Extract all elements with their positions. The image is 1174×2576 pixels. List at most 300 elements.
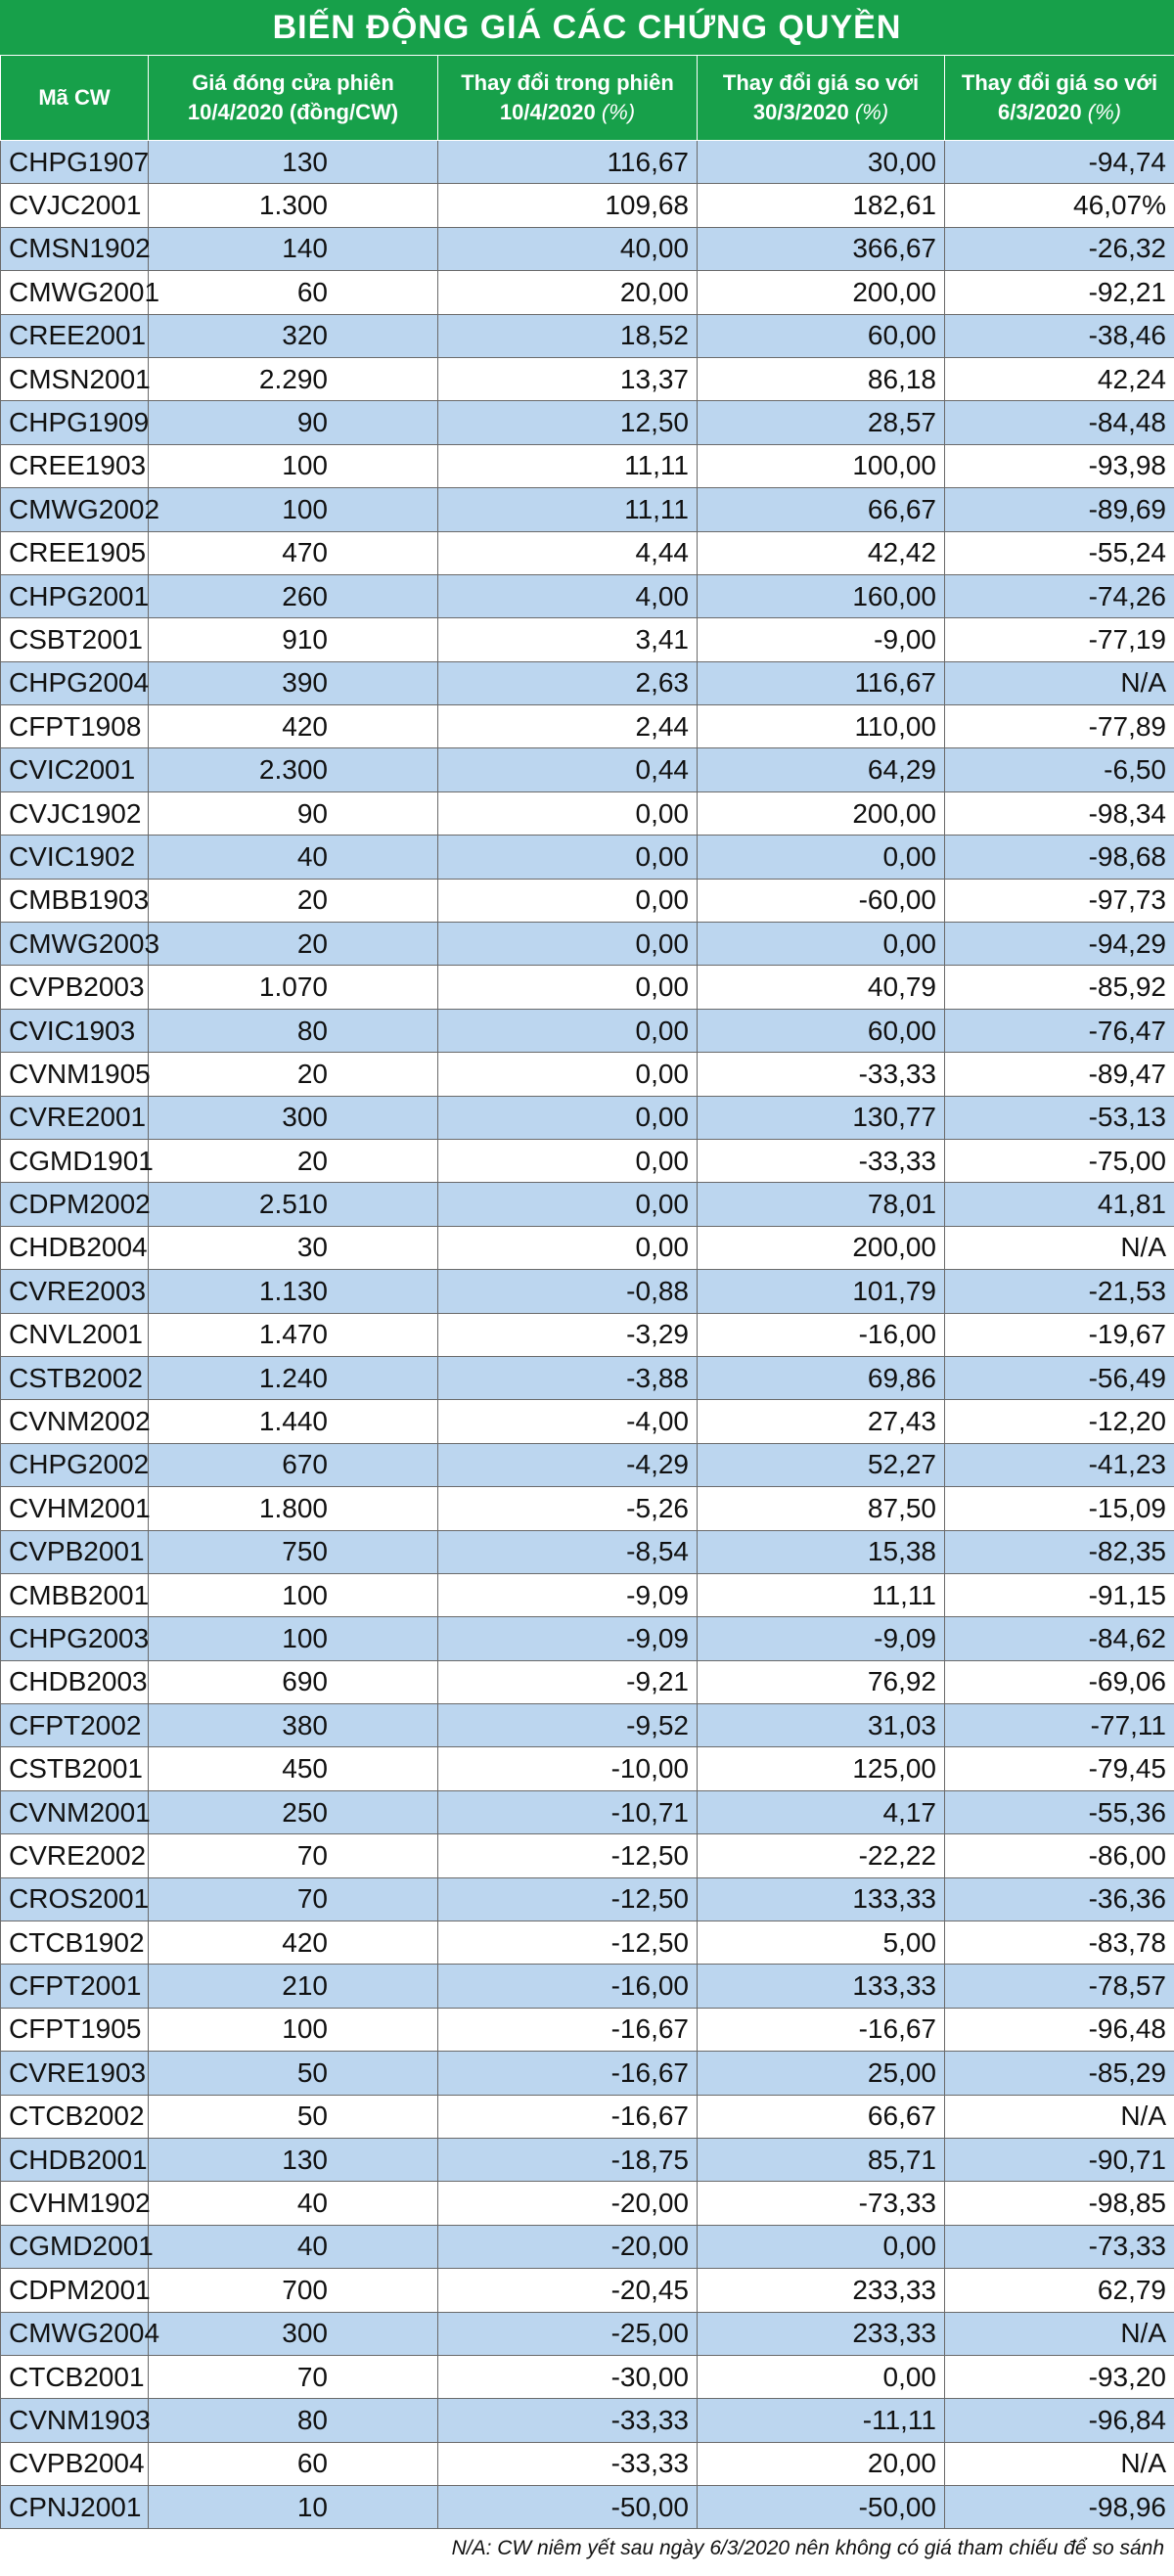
cell-code: CVHM1902 bbox=[1, 2182, 149, 2225]
cell-change-30-3: 20,00 bbox=[698, 2442, 945, 2485]
cell-close-price: 70 bbox=[149, 1877, 438, 1921]
cell-session-change: -0,88 bbox=[438, 1270, 698, 1313]
table-row bbox=[1, 1139, 1174, 1182]
cell-code: CPNJ2001 bbox=[1, 2486, 149, 2529]
cell-code: CMBB2001 bbox=[1, 1573, 149, 1616]
header-session-line2: 10/4/2020 bbox=[499, 100, 596, 124]
table-row bbox=[1, 1573, 1174, 1616]
cell-change-30-3: 76,92 bbox=[698, 1660, 945, 1703]
cell-change-6-3: 62,79 bbox=[945, 2269, 1174, 2312]
cell-close-price: 1.240 bbox=[149, 1356, 438, 1399]
cell-change-6-3: -86,00 bbox=[945, 1834, 1174, 1877]
cell-session-change: 11,11 bbox=[438, 444, 698, 487]
cell-code: CHDB2004 bbox=[1, 1226, 149, 1269]
cell-close-price: 70 bbox=[149, 2355, 438, 2398]
cell-change-30-3: 182,61 bbox=[698, 184, 945, 227]
table-row bbox=[1, 2182, 1174, 2225]
cell-code: CVPB2001 bbox=[1, 1530, 149, 1573]
cell-close-price: 450 bbox=[149, 1747, 438, 1790]
cell-code: CFPT2001 bbox=[1, 1965, 149, 2008]
cell-close-price: 1.300 bbox=[149, 184, 438, 227]
table-row bbox=[1, 1313, 1174, 1356]
table-row bbox=[1, 2486, 1174, 2529]
header-close-price bbox=[149, 56, 438, 141]
cell-session-change: 18,52 bbox=[438, 314, 698, 357]
cell-change-30-3: 28,57 bbox=[698, 401, 945, 444]
table-row bbox=[1, 2052, 1174, 2095]
cell-change-6-3: -97,73 bbox=[945, 879, 1174, 922]
cell-close-price: 20 bbox=[149, 1139, 438, 1182]
cell-change-30-3: 116,67 bbox=[698, 661, 945, 704]
table-row bbox=[1, 1660, 1174, 1703]
cell-change-30-3: 233,33 bbox=[698, 2269, 945, 2312]
cell-change-6-3: -12,20 bbox=[945, 1400, 1174, 1443]
cell-change-6-3: -84,48 bbox=[945, 401, 1174, 444]
cell-code: CMSN1902 bbox=[1, 227, 149, 270]
cell-change-30-3: 133,33 bbox=[698, 1965, 945, 2008]
cell-change-6-3: -94,74 bbox=[945, 141, 1174, 184]
cell-session-change: -9,21 bbox=[438, 1660, 698, 1703]
cell-change-6-3: -77,11 bbox=[945, 1704, 1174, 1747]
table-row bbox=[1, 314, 1174, 357]
cell-close-price: 100 bbox=[149, 2008, 438, 2051]
cell-session-change: 4,00 bbox=[438, 574, 698, 617]
cell-code: CVRE2003 bbox=[1, 1270, 149, 1313]
cell-code: CHPG2003 bbox=[1, 1617, 149, 1660]
table-row bbox=[1, 2442, 1174, 2485]
table-row bbox=[1, 1704, 1174, 1747]
cell-change-30-3: -60,00 bbox=[698, 879, 945, 922]
cell-close-price: 690 bbox=[149, 1660, 438, 1703]
cell-code: CVIC1902 bbox=[1, 836, 149, 879]
cell-change-6-3: -83,78 bbox=[945, 1921, 1174, 1965]
cell-session-change: -9,09 bbox=[438, 1573, 698, 1616]
header-change-30-3 bbox=[698, 56, 945, 141]
cell-close-price: 1.800 bbox=[149, 1487, 438, 1530]
cell-change-30-3: 0,00 bbox=[698, 2355, 945, 2398]
cell-session-change: -4,29 bbox=[438, 1443, 698, 1486]
cell-change-6-3: -94,29 bbox=[945, 923, 1174, 966]
cell-change-30-3: 5,00 bbox=[698, 1921, 945, 1965]
cell-session-change: -20,45 bbox=[438, 2269, 698, 2312]
table-row bbox=[1, 1009, 1174, 1052]
cell-change-30-3: -16,00 bbox=[698, 1313, 945, 1356]
cell-close-price: 250 bbox=[149, 1790, 438, 1833]
table-row bbox=[1, 1487, 1174, 1530]
cell-change-30-3: 130,77 bbox=[698, 1096, 945, 1139]
cell-close-price: 20 bbox=[149, 1053, 438, 1096]
cell-change-6-3: -74,26 bbox=[945, 574, 1174, 617]
cell-session-change: 2,44 bbox=[438, 705, 698, 748]
cell-code: CSTB2002 bbox=[1, 1356, 149, 1399]
cell-session-change: -25,00 bbox=[438, 2312, 698, 2355]
cell-close-price: 470 bbox=[149, 531, 438, 574]
table-row bbox=[1, 836, 1174, 879]
header-session-unit: (%) bbox=[601, 100, 636, 124]
table-row bbox=[1, 1400, 1174, 1443]
cell-close-price: 100 bbox=[149, 488, 438, 531]
cell-session-change: 20,00 bbox=[438, 271, 698, 314]
table-row bbox=[1, 1834, 1174, 1877]
cell-change-30-3: -11,11 bbox=[698, 2399, 945, 2442]
cell-close-price: 1.130 bbox=[149, 1270, 438, 1313]
cell-code: CVNM1903 bbox=[1, 2399, 149, 2442]
table-header bbox=[1, 56, 1174, 141]
cell-close-price: 90 bbox=[149, 401, 438, 444]
table-row bbox=[1, 1443, 1174, 1486]
header-since6-line1: Thay đổi giá so với bbox=[961, 70, 1158, 95]
table-row bbox=[1, 227, 1174, 270]
cell-close-price: 60 bbox=[149, 2442, 438, 2485]
header-session-change bbox=[438, 56, 698, 141]
cell-close-price: 1.070 bbox=[149, 966, 438, 1009]
cell-change-30-3: -73,33 bbox=[698, 2182, 945, 2225]
cell-session-change: -12,50 bbox=[438, 1921, 698, 1965]
cell-change-30-3: -22,22 bbox=[698, 1834, 945, 1877]
cell-change-30-3: 15,38 bbox=[698, 1530, 945, 1573]
cell-code: CTCB2002 bbox=[1, 2095, 149, 2138]
cell-change-6-3: -15,09 bbox=[945, 1487, 1174, 1530]
table-row bbox=[1, 1183, 1174, 1226]
cell-change-6-3: N/A bbox=[945, 1226, 1174, 1269]
cell-change-6-3: -98,68 bbox=[945, 836, 1174, 879]
cell-code: CVNM2002 bbox=[1, 1400, 149, 1443]
cell-change-30-3: 25,00 bbox=[698, 2052, 945, 2095]
cell-change-6-3: -98,85 bbox=[945, 2182, 1174, 2225]
cell-code: CVRE2002 bbox=[1, 1834, 149, 1877]
table-row bbox=[1, 271, 1174, 314]
cell-close-price: 2.290 bbox=[149, 357, 438, 400]
cell-session-change: -12,50 bbox=[438, 1877, 698, 1921]
cell-code: CSBT2001 bbox=[1, 618, 149, 661]
cell-change-6-3: -79,45 bbox=[945, 1747, 1174, 1790]
table-row bbox=[1, 1096, 1174, 1139]
cell-session-change: 0,00 bbox=[438, 1139, 698, 1182]
table-row bbox=[1, 2312, 1174, 2355]
cell-change-6-3: -90,71 bbox=[945, 2138, 1174, 2181]
table-row bbox=[1, 2138, 1174, 2181]
warrant-table bbox=[0, 55, 1174, 2529]
cell-session-change: 0,00 bbox=[438, 1183, 698, 1226]
cell-code: CVRE1903 bbox=[1, 2052, 149, 2095]
table-row bbox=[1, 488, 1174, 531]
cell-session-change: 2,63 bbox=[438, 661, 698, 704]
table-row bbox=[1, 357, 1174, 400]
cell-change-6-3: -19,67 bbox=[945, 1313, 1174, 1356]
cell-session-change: -3,88 bbox=[438, 1356, 698, 1399]
cell-change-30-3: 42,42 bbox=[698, 531, 945, 574]
cell-session-change: 0,00 bbox=[438, 879, 698, 922]
cell-close-price: 70 bbox=[149, 1834, 438, 1877]
cell-session-change: 40,00 bbox=[438, 227, 698, 270]
cell-close-price: 210 bbox=[149, 1965, 438, 2008]
table-row bbox=[1, 1226, 1174, 1269]
cell-change-6-3: -21,53 bbox=[945, 1270, 1174, 1313]
table-row bbox=[1, 531, 1174, 574]
cell-close-price: 60 bbox=[149, 271, 438, 314]
cell-code: CDPM2001 bbox=[1, 2269, 149, 2312]
cell-close-price: 700 bbox=[149, 2269, 438, 2312]
table-row bbox=[1, 2269, 1174, 2312]
cell-code: CTCB1902 bbox=[1, 1921, 149, 1965]
header-session-line1: Thay đổi trong phiên bbox=[461, 70, 674, 95]
cell-change-30-3: 87,50 bbox=[698, 1487, 945, 1530]
table-row bbox=[1, 1053, 1174, 1096]
cell-change-30-3: 64,29 bbox=[698, 748, 945, 791]
cell-change-30-3: 11,11 bbox=[698, 1573, 945, 1616]
cell-code: CVJC2001 bbox=[1, 184, 149, 227]
cell-change-6-3: -85,29 bbox=[945, 2052, 1174, 2095]
cell-code: CVNM2001 bbox=[1, 1790, 149, 1833]
cell-session-change: 0,00 bbox=[438, 1096, 698, 1139]
cell-close-price: 20 bbox=[149, 923, 438, 966]
cell-close-price: 50 bbox=[149, 2052, 438, 2095]
cell-session-change: 11,11 bbox=[438, 488, 698, 531]
cell-code: CHPG2001 bbox=[1, 574, 149, 617]
cell-change-6-3: -75,00 bbox=[945, 1139, 1174, 1182]
cell-close-price: 670 bbox=[149, 1443, 438, 1486]
table-row bbox=[1, 2225, 1174, 2268]
cell-close-price: 90 bbox=[149, 791, 438, 835]
cell-change-30-3: 30,00 bbox=[698, 141, 945, 184]
cell-code: CHPG1909 bbox=[1, 401, 149, 444]
cell-code: CNVL2001 bbox=[1, 1313, 149, 1356]
table-row bbox=[1, 1790, 1174, 1833]
cell-session-change: -33,33 bbox=[438, 2399, 698, 2442]
cell-code: CGMD2001 bbox=[1, 2225, 149, 2268]
cell-session-change: 12,50 bbox=[438, 401, 698, 444]
cell-session-change: -16,67 bbox=[438, 2095, 698, 2138]
cell-change-30-3: 66,67 bbox=[698, 488, 945, 531]
cell-code: CMWG2003 bbox=[1, 923, 149, 966]
cell-change-30-3: 60,00 bbox=[698, 314, 945, 357]
cell-session-change: -16,67 bbox=[438, 2052, 698, 2095]
cell-code: CROS2001 bbox=[1, 1877, 149, 1921]
cell-code: CSTB2001 bbox=[1, 1747, 149, 1790]
cell-session-change: -20,00 bbox=[438, 2182, 698, 2225]
cell-close-price: 30 bbox=[149, 1226, 438, 1269]
table-row bbox=[1, 1747, 1174, 1790]
table-row bbox=[1, 1356, 1174, 1399]
cell-change-6-3: -26,32 bbox=[945, 227, 1174, 270]
table-row bbox=[1, 879, 1174, 922]
cell-session-change: 0,00 bbox=[438, 791, 698, 835]
cell-close-price: 300 bbox=[149, 1096, 438, 1139]
cell-change-6-3: -96,84 bbox=[945, 2399, 1174, 2442]
cell-session-change: -16,00 bbox=[438, 1965, 698, 2008]
cell-change-6-3: -78,57 bbox=[945, 1965, 1174, 2008]
cell-code: CMWG2002 bbox=[1, 488, 149, 531]
cell-change-6-3: -53,13 bbox=[945, 1096, 1174, 1139]
header-row bbox=[1, 56, 1174, 141]
cell-change-6-3: -6,50 bbox=[945, 748, 1174, 791]
table-row bbox=[1, 661, 1174, 704]
cell-change-6-3: -92,21 bbox=[945, 271, 1174, 314]
table-row bbox=[1, 748, 1174, 791]
cell-code: CGMD1901 bbox=[1, 1139, 149, 1182]
cell-session-change: 0,00 bbox=[438, 1226, 698, 1269]
cell-session-change: 0,00 bbox=[438, 1009, 698, 1052]
table-title: BIẾN ĐỘNG GIÁ CÁC CHỨNG QUYỀN bbox=[0, 0, 1174, 55]
cell-close-price: 1.440 bbox=[149, 1400, 438, 1443]
cell-session-change: -12,50 bbox=[438, 1834, 698, 1877]
cell-change-6-3: N/A bbox=[945, 2095, 1174, 2138]
table-row bbox=[1, 444, 1174, 487]
cell-code: CHPG1907 bbox=[1, 141, 149, 184]
cell-change-6-3: -98,34 bbox=[945, 791, 1174, 835]
cell-session-change: -3,29 bbox=[438, 1313, 698, 1356]
cell-change-30-3: 101,79 bbox=[698, 1270, 945, 1313]
cell-session-change: -16,67 bbox=[438, 2008, 698, 2051]
cell-session-change: -18,75 bbox=[438, 2138, 698, 2181]
cell-code: CFPT1908 bbox=[1, 705, 149, 748]
table-row bbox=[1, 2399, 1174, 2442]
cell-session-change: 3,41 bbox=[438, 618, 698, 661]
cell-close-price: 80 bbox=[149, 2399, 438, 2442]
cell-session-change: -5,26 bbox=[438, 1487, 698, 1530]
cell-change-6-3: N/A bbox=[945, 661, 1174, 704]
cell-code: CVNM1905 bbox=[1, 1053, 149, 1096]
cell-close-price: 390 bbox=[149, 661, 438, 704]
cell-code: CVPB2003 bbox=[1, 966, 149, 1009]
cell-session-change: 0,00 bbox=[438, 923, 698, 966]
header-code-label: Mã CW bbox=[38, 85, 111, 110]
cell-change-30-3: 366,67 bbox=[698, 227, 945, 270]
table-row bbox=[1, 2095, 1174, 2138]
cell-session-change: 13,37 bbox=[438, 357, 698, 400]
cell-change-6-3: 42,24 bbox=[945, 357, 1174, 400]
cell-session-change: -4,00 bbox=[438, 1400, 698, 1443]
cell-close-price: 40 bbox=[149, 2225, 438, 2268]
cell-code: CREE1903 bbox=[1, 444, 149, 487]
cell-code: CVPB2004 bbox=[1, 2442, 149, 2485]
cell-close-price: 420 bbox=[149, 705, 438, 748]
cell-close-price: 40 bbox=[149, 2182, 438, 2225]
cell-code: CHPG2004 bbox=[1, 661, 149, 704]
cell-code: CVJC1902 bbox=[1, 791, 149, 835]
cell-change-6-3: -76,47 bbox=[945, 1009, 1174, 1052]
cell-session-change: -9,52 bbox=[438, 1704, 698, 1747]
cell-change-30-3: 0,00 bbox=[698, 2225, 945, 2268]
table-row bbox=[1, 1877, 1174, 1921]
cell-change-6-3: -77,89 bbox=[945, 705, 1174, 748]
cell-change-30-3: 110,00 bbox=[698, 705, 945, 748]
cell-change-30-3: -33,33 bbox=[698, 1053, 945, 1096]
cell-change-30-3: 66,67 bbox=[698, 2095, 945, 2138]
cell-code: CDPM2002 bbox=[1, 1183, 149, 1226]
cell-close-price: 130 bbox=[149, 2138, 438, 2181]
header-since30-line1: Thay đổi giá so với bbox=[722, 70, 920, 95]
cell-session-change: 0,00 bbox=[438, 1053, 698, 1096]
cell-code: CHDB2001 bbox=[1, 2138, 149, 2181]
cell-change-6-3: -38,46 bbox=[945, 314, 1174, 357]
table-row bbox=[1, 184, 1174, 227]
cell-close-price: 320 bbox=[149, 314, 438, 357]
cell-close-price: 40 bbox=[149, 836, 438, 879]
cell-change-30-3: 233,33 bbox=[698, 2312, 945, 2355]
cell-code: CREE1905 bbox=[1, 531, 149, 574]
cell-change-30-3: 69,86 bbox=[698, 1356, 945, 1399]
table-row bbox=[1, 791, 1174, 835]
cell-change-6-3: -82,35 bbox=[945, 1530, 1174, 1573]
cell-change-6-3: -96,48 bbox=[945, 2008, 1174, 2051]
header-close-line1: Giá đóng cửa phiên bbox=[192, 70, 394, 95]
cell-change-6-3: -93,98 bbox=[945, 444, 1174, 487]
cell-session-change: -30,00 bbox=[438, 2355, 698, 2398]
table-row bbox=[1, 401, 1174, 444]
cell-change-30-3: 86,18 bbox=[698, 357, 945, 400]
cell-code: CFPT1905 bbox=[1, 2008, 149, 2051]
header-since30-unit: (%) bbox=[854, 100, 889, 124]
cell-change-30-3: 40,79 bbox=[698, 966, 945, 1009]
table-row bbox=[1, 1921, 1174, 1965]
cell-close-price: 420 bbox=[149, 1921, 438, 1965]
cell-session-change: -9,09 bbox=[438, 1617, 698, 1660]
table-row bbox=[1, 1530, 1174, 1573]
table-row bbox=[1, 2355, 1174, 2398]
header-since6-unit: (%) bbox=[1087, 100, 1121, 124]
cell-close-price: 300 bbox=[149, 2312, 438, 2355]
cell-change-6-3: -77,19 bbox=[945, 618, 1174, 661]
cell-change-6-3: 41,81 bbox=[945, 1183, 1174, 1226]
table-row bbox=[1, 923, 1174, 966]
cell-change-30-3: 200,00 bbox=[698, 791, 945, 835]
cell-close-price: 100 bbox=[149, 1573, 438, 1616]
cell-change-30-3: -50,00 bbox=[698, 2486, 945, 2529]
cell-code: CVRE2001 bbox=[1, 1096, 149, 1139]
cell-change-30-3: 133,33 bbox=[698, 1877, 945, 1921]
cell-change-30-3: 0,00 bbox=[698, 836, 945, 879]
cell-change-30-3: -9,00 bbox=[698, 618, 945, 661]
cell-close-price: 50 bbox=[149, 2095, 438, 2138]
cell-change-6-3: -85,92 bbox=[945, 966, 1174, 1009]
header-change-6-3 bbox=[945, 56, 1174, 141]
table-row bbox=[1, 966, 1174, 1009]
cell-session-change: 116,67 bbox=[438, 141, 698, 184]
cell-change-30-3: 200,00 bbox=[698, 271, 945, 314]
table-row bbox=[1, 574, 1174, 617]
cell-close-price: 380 bbox=[149, 1704, 438, 1747]
cell-change-6-3: -55,24 bbox=[945, 531, 1174, 574]
header-close-line2: 10/4/2020 (đồng/CW) bbox=[187, 100, 399, 124]
cell-session-change: -20,00 bbox=[438, 2225, 698, 2268]
table-row bbox=[1, 1270, 1174, 1313]
cell-session-change: -10,00 bbox=[438, 1747, 698, 1790]
cell-close-price: 100 bbox=[149, 444, 438, 487]
cell-code: CHPG2002 bbox=[1, 1443, 149, 1486]
cell-change-30-3: 78,01 bbox=[698, 1183, 945, 1226]
cell-change-30-3: 160,00 bbox=[698, 574, 945, 617]
cell-session-change: 0,00 bbox=[438, 966, 698, 1009]
cell-close-price: 10 bbox=[149, 2486, 438, 2529]
cell-code: CMBB1903 bbox=[1, 879, 149, 922]
cell-session-change: -33,33 bbox=[438, 2442, 698, 2485]
cell-change-6-3: -89,69 bbox=[945, 488, 1174, 531]
cell-code: CREE2001 bbox=[1, 314, 149, 357]
cell-change-30-3: -33,33 bbox=[698, 1139, 945, 1182]
cell-change-6-3: -89,47 bbox=[945, 1053, 1174, 1096]
cell-code: CMWG2001 bbox=[1, 271, 149, 314]
table-row bbox=[1, 1617, 1174, 1660]
cell-change-6-3: N/A bbox=[945, 2442, 1174, 2485]
cell-code: CVIC2001 bbox=[1, 748, 149, 791]
cell-session-change: 4,44 bbox=[438, 531, 698, 574]
cell-change-30-3: 0,00 bbox=[698, 923, 945, 966]
cell-close-price: 140 bbox=[149, 227, 438, 270]
cell-code: CTCB2001 bbox=[1, 2355, 149, 2398]
header-since6-line2: 6/3/2020 bbox=[998, 100, 1082, 124]
cell-change-30-3: 4,17 bbox=[698, 1790, 945, 1833]
